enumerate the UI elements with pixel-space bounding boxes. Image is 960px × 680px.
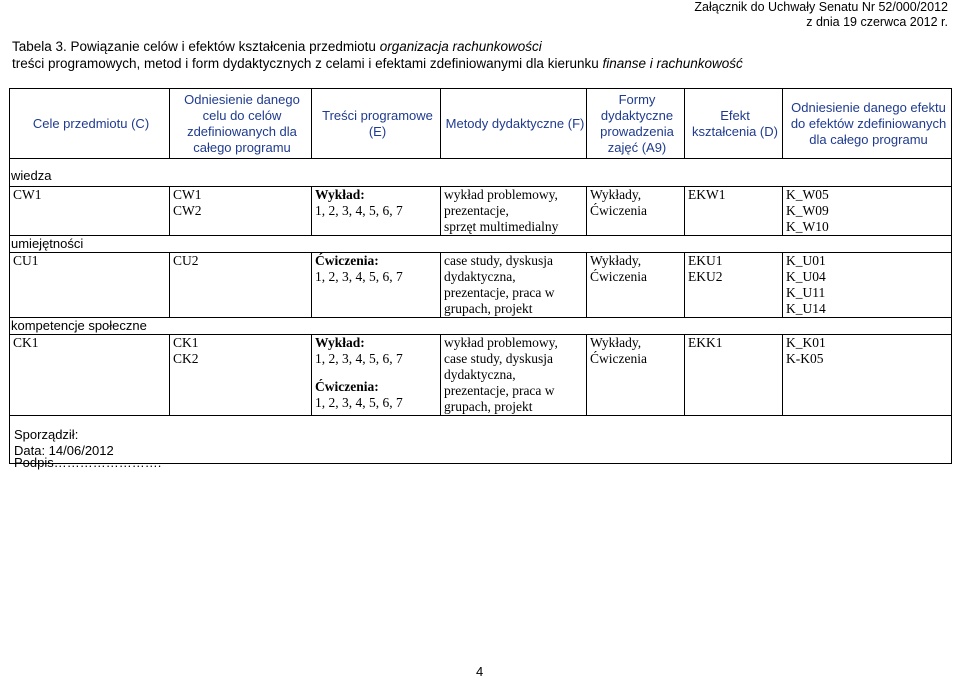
cell-line: Wykłady, (590, 335, 642, 350)
cell-line: EKK1 (688, 335, 723, 350)
tresci-numbers: 1, 2, 3, 4, 5, 6, 7 (315, 269, 403, 284)
cell-line: Wykłady, (590, 187, 642, 202)
cell-formy (587, 187, 685, 236)
cell-line: sprzęt multimedialny (444, 219, 559, 234)
table-row (10, 335, 952, 416)
cell-cel: CW1 (10, 187, 170, 236)
cell-odniesienie-efektu (783, 335, 952, 416)
cell-odniesienie-efektu (783, 253, 952, 318)
cell-line: K_W09 (786, 203, 829, 218)
header-line-2: z dnia 19 czerwca 2012 r. (806, 15, 948, 29)
cell-cel: CK1 (10, 335, 170, 416)
cell-tresci (312, 335, 441, 416)
cell-line: Ćwiczenia (590, 203, 647, 218)
cell-line: Ćwiczenia (590, 351, 647, 366)
header-line-1: Załącznik do Uchwały Senatu Nr 52/000/2012 (694, 0, 948, 14)
section-row-umiejetnosci (10, 236, 952, 253)
cell-line: grupach, projekt (444, 399, 533, 414)
cell-line: K_W05 (786, 187, 829, 202)
cell-line: prezentacje, praca w (444, 285, 555, 300)
cell-line: CK2 (173, 351, 199, 366)
cell-line: K_K01 (786, 335, 826, 350)
cell-odniesienie-celu (170, 335, 312, 416)
cell-metody (441, 335, 587, 416)
cell-line: CW1 (173, 187, 202, 202)
cell-line: EKU1 (688, 253, 723, 268)
cell-cel: CU1 (10, 253, 170, 318)
cell-line: K_U14 (786, 301, 826, 316)
table-header-row (10, 89, 952, 159)
cell-efekt (685, 253, 783, 318)
cell-line: EKU2 (688, 269, 723, 284)
cell-formy (587, 335, 685, 416)
cell-tresci (312, 253, 441, 318)
cell-line: dydaktyczna, (444, 269, 516, 284)
cell-line: wykład problemowy, (444, 187, 558, 202)
cell-line: CK1 (173, 335, 199, 350)
cell-line: prezentacje, praca w (444, 383, 555, 398)
tresci-label: Ćwiczenia: (315, 379, 379, 394)
cell-efekt (685, 335, 783, 416)
page-number: 4 (476, 664, 484, 679)
cell-line: Wykłady, (590, 253, 642, 268)
column-header-cele: Cele przedmiotu (C) (10, 89, 170, 159)
cell-line: K_U11 (786, 285, 826, 300)
table-row (10, 187, 952, 236)
cell-line: CW2 (173, 203, 202, 218)
caption-field: finanse i rachunkowość (602, 56, 743, 71)
cell-line: K_U01 (786, 253, 826, 268)
prepared-by-label: Sporządził: (14, 427, 79, 442)
cell-line: grupach, projekt (444, 301, 533, 316)
caption-part-2: treści programowych, metod i form dydaktycznych z celami i efektami zdefiniowanymi dla kierunku (12, 56, 603, 71)
cell-formy (587, 253, 685, 318)
cell-line: case study, dyskusja (444, 351, 553, 366)
tresci-label: Wykład: (315, 335, 365, 350)
table-row (10, 253, 952, 318)
column-header-tresci: Treści programowe (E) (312, 89, 441, 159)
column-header-odniesienie-celu: Odniesienie danego celu do celów zdefiniowanych dla całego programu (170, 89, 312, 159)
cell-tresci (312, 187, 441, 236)
relations-table (9, 88, 952, 464)
tresci-label: Wykład: (315, 187, 365, 202)
cell-line: K-K05 (786, 351, 824, 366)
cell-odniesienie-celu (170, 187, 312, 236)
date-label: Data: 14/06/2012 (14, 443, 114, 458)
signature-line: Podpis……………………. (14, 455, 162, 470)
cell-line: wykład problemowy, (444, 335, 558, 350)
cell-metody (441, 253, 587, 318)
tresci-numbers: 1, 2, 3, 4, 5, 6, 7 (315, 395, 403, 410)
column-header-efekt: Efekt kształcenia (D) (685, 89, 783, 159)
cell-odniesienie-celu: CU2 (170, 253, 312, 318)
section-row-wiedza (10, 159, 952, 187)
tresci-numbers: 1, 2, 3, 4, 5, 6, 7 (315, 203, 403, 218)
tresci-numbers: 1, 2, 3, 4, 5, 6, 7 (315, 351, 403, 366)
cell-metody (441, 187, 587, 236)
table-caption (12, 38, 947, 72)
caption-part-1: Tabela 3. Powiązanie celów i efektów kształcenia przedmiotu (12, 39, 380, 54)
cell-line: Ćwiczenia (590, 269, 647, 284)
cell-line: K_U04 (786, 269, 826, 284)
section-label-umiejetnosci: umiejętności (10, 236, 952, 253)
cell-line: dydaktyczna, (444, 367, 516, 382)
section-label-wiedza: wiedza (10, 159, 952, 187)
caption-subject: organizacja rachunkowości (379, 39, 542, 54)
cell-odniesienie-efektu (783, 187, 952, 236)
cell-line: EKW1 (688, 187, 726, 202)
cell-line: K_W10 (786, 219, 829, 234)
column-header-odniesienie-efektu: Odniesienie danego efektu do efektów zdefiniowanych dla całego programu (783, 89, 952, 159)
cell-line: case study, dyskusja (444, 253, 553, 268)
tresci-label: Ćwiczenia: (315, 253, 379, 268)
cell-line: prezentacje, (444, 203, 509, 218)
document-header (694, 0, 948, 30)
column-header-metody: Metody dydaktyczne (F) (441, 89, 587, 159)
section-row-kompetencje (10, 318, 952, 335)
cell-efekt (685, 187, 783, 236)
column-header-formy: Formy dydaktyczne prowadzenia zajęć (A9) (587, 89, 685, 159)
section-label-kompetencje: kompetencje społeczne (10, 318, 952, 335)
